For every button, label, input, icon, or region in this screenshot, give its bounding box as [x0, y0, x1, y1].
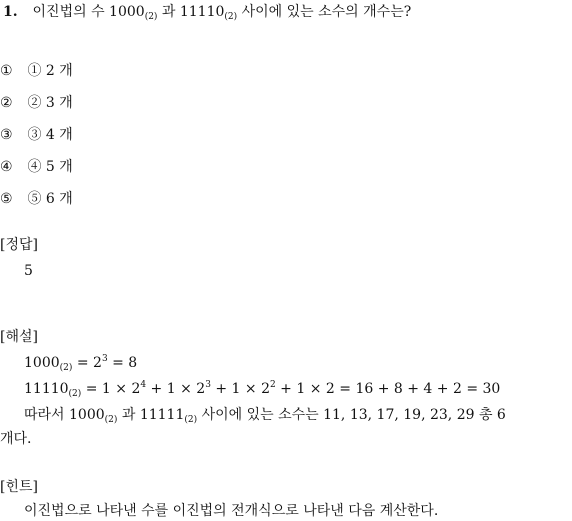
explanation-line4: 개다.	[0, 431, 32, 447]
choice-1[interactable]	[0, 62, 73, 80]
question-base-1: (2)	[144, 12, 158, 22]
eq2-result: + 1 × 2 = 16 + 8 + 4 + 2 = 30	[275, 381, 501, 397]
choice-5-label: ⑤ 6 개	[27, 191, 73, 207]
eq2-num: 11110	[24, 381, 69, 397]
eq1-result: = 8	[107, 355, 138, 371]
choice-5-marker: ⑤	[0, 191, 13, 207]
choice-2-marker: ②	[0, 95, 13, 111]
line3-base-2: (2)	[184, 415, 198, 425]
hint-text: 이진법으로 나타낸 수를 이진법의 전개식으로 나타낸 다음 계산한다.	[24, 503, 439, 519]
choice-3[interactable]	[0, 126, 73, 144]
choice-2[interactable]	[0, 94, 73, 112]
answer-heading: [정답]	[0, 237, 38, 253]
line3-text-1: 따라서 1000	[24, 407, 105, 423]
eq2-term-3: + 1 × 2	[210, 381, 270, 397]
eq2-exp-1: 4	[140, 380, 147, 390]
line3-base-1: (2)	[104, 415, 118, 425]
question-text-1: 이진법의 수 1000	[32, 4, 145, 20]
choice-2-label: ② 3 개	[27, 95, 73, 111]
answer-value: 5	[24, 263, 33, 279]
choice-3-marker: ③	[0, 127, 13, 143]
question	[3, 3, 411, 21]
eq1-pow-base: = 2	[72, 355, 102, 371]
eq2-exp-2: 3	[205, 380, 211, 390]
explanation-eq2	[24, 380, 500, 398]
eq2-term-1: = 1 × 2	[81, 381, 141, 397]
question-number: 1.	[3, 4, 18, 20]
eq2-base: (2)	[68, 389, 82, 399]
eq2-term-2: + 1 × 2	[146, 381, 206, 397]
choice-5[interactable]	[0, 190, 73, 208]
choice-3-label: ③ 4 개	[27, 127, 73, 143]
eq2-exp-3: 2	[270, 380, 276, 390]
eq1-exp: 3	[101, 354, 108, 364]
choice-4-marker: ④	[0, 159, 13, 175]
question-text-3: 사이에 있는 소수의 개수는?	[237, 4, 412, 20]
choice-4[interactable]	[0, 158, 73, 176]
eq1-num: 1000	[24, 355, 60, 371]
explanation-line3	[24, 406, 506, 424]
choice-1-label: ① 2 개	[27, 63, 73, 79]
hint-heading: [힌트]	[0, 479, 38, 495]
choice-1-marker: ①	[0, 63, 13, 79]
eq1-base: (2)	[59, 363, 73, 373]
question-text-2: 과 11110	[157, 4, 225, 20]
explanation-eq1	[24, 354, 137, 372]
question-base-2: (2)	[224, 12, 238, 22]
line3-text-2: 과 11111	[117, 407, 185, 423]
explanation-heading: [해설]	[0, 329, 38, 345]
line3-text-3: 사이에 있는 소수는 11, 13, 17, 19, 23, 29 총 6	[197, 407, 506, 423]
choice-4-label: ④ 5 개	[27, 159, 73, 175]
